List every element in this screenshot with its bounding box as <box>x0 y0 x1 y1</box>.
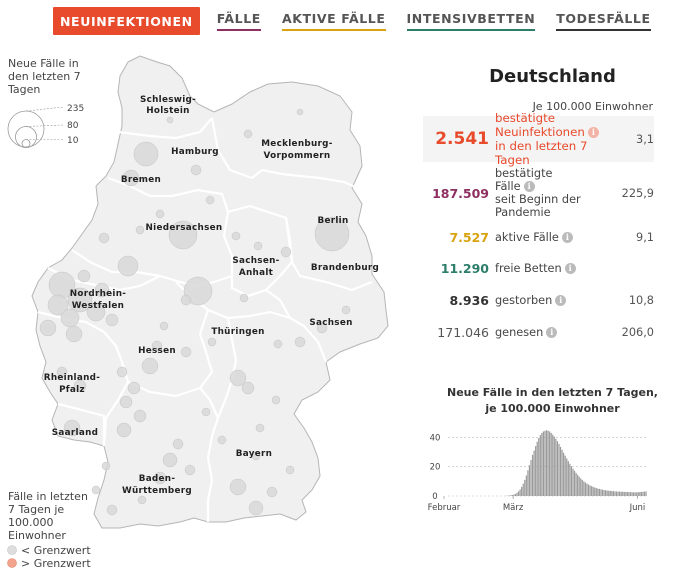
state-label-nrw-1: Nordrhein- <box>69 289 127 299</box>
mini-chart-bar <box>535 446 536 496</box>
mini-chart-bar <box>585 483 586 496</box>
mini-chart-bar <box>534 451 535 496</box>
state-label-schleswig-holstein-1: Schleswig- <box>139 95 197 105</box>
mini-chart-bar <box>577 475 578 496</box>
mini-chart-bar <box>597 489 598 496</box>
mini-chart-bars <box>506 430 647 496</box>
color-legend-title-1: Fälle in letzten <box>8 490 88 503</box>
stat-neuinfektionen <box>423 111 654 167</box>
y-tick-label: 40 <box>429 433 441 444</box>
mini-chart-bar <box>635 492 636 496</box>
stat-value: 2.541 <box>435 129 489 149</box>
mini-chart-bar <box>518 491 519 496</box>
stat-label: freie Betten i <box>495 262 614 275</box>
state-label-nrw-2: Westfalen <box>71 301 125 311</box>
mini-chart-bar <box>544 431 545 496</box>
mini-chart-bar <box>520 489 521 496</box>
mini-chart-bar <box>638 492 639 496</box>
mini-chart-bar <box>543 431 544 496</box>
tab-faelle[interactable]: FÄLLE <box>217 11 261 31</box>
mini-chart-bar <box>552 435 553 496</box>
y-tick-label: 0 <box>432 492 438 502</box>
stat-label: bestätigte Fälle i seit Beginn der Pandemie <box>495 167 581 219</box>
state-label-hessen: Hessen <box>138 346 176 356</box>
tab-todesfaelle[interactable]: TODESFÄLLE <box>556 11 650 31</box>
x-tick-label: Februar <box>427 503 461 513</box>
stat-gestorben <box>431 291 654 309</box>
mini-chart-bar <box>566 458 567 496</box>
mini-chart-bar <box>616 491 617 496</box>
mini-chart-bar <box>622 492 623 496</box>
stat-label: gestorben i <box>495 294 614 307</box>
mini-chart-bar <box>611 491 612 496</box>
mini-chart-bar <box>607 491 608 496</box>
info-icon[interactable]: i <box>555 295 566 306</box>
state-label-bremen: Bremen <box>120 175 162 185</box>
mini-chart-bar <box>645 491 646 496</box>
mini-chart-bar <box>555 439 556 496</box>
stat-aktive-faelle <box>431 228 654 246</box>
tab-intensivbetten[interactable]: INTENSIVBETTEN <box>407 11 536 31</box>
mini-chart-bar <box>540 435 541 496</box>
mini-chart-bar <box>549 431 550 496</box>
state-label-schleswig-holstein-2: Holstein <box>146 106 190 116</box>
mini-chart-bar <box>593 487 594 496</box>
stat-faelle <box>431 167 654 219</box>
mini-chart-bar <box>628 492 629 496</box>
mini-chart-bar <box>579 477 580 496</box>
info-icon[interactable]: i <box>524 181 535 192</box>
state-label-rheinland-pfalz-2: Pfalz <box>59 385 85 395</box>
stat-value: 7.527 <box>449 229 489 245</box>
tab-aktive-faelle[interactable]: AKTIVE FÄLLE <box>282 11 386 31</box>
x-tick-label: Juni <box>629 503 646 513</box>
state-label-rheinland-pfalz-1: Rheinland- <box>43 373 101 383</box>
stat-per-capita: 225,9 <box>621 186 654 200</box>
state-label-thueringen: Thüringen <box>211 327 265 337</box>
state-label-bawue-1: Baden- <box>138 474 176 484</box>
mini-chart-bar <box>523 484 524 496</box>
stat-freie-betten <box>431 259 654 277</box>
state-label-niedersachsen: Niedersachsen <box>145 223 223 233</box>
mini-chart-bar <box>515 494 516 496</box>
mini-chart-bar <box>569 464 570 496</box>
mini-chart-bar <box>532 455 533 496</box>
region-title: Deutschland <box>489 66 616 87</box>
stat-genesen <box>431 323 654 341</box>
mini-chart-bar <box>603 490 604 496</box>
mini-chart-bar <box>630 492 631 496</box>
info-icon[interactable]: i <box>562 232 573 243</box>
mini-chart-bar <box>557 441 558 496</box>
mini-chart-bar <box>625 492 626 496</box>
color-legend <box>8 490 92 570</box>
mini-chart-bar <box>565 456 566 496</box>
mini-chart-bar <box>558 444 559 496</box>
mini-chart-bar <box>627 492 628 496</box>
mini-chart-bar <box>541 433 542 496</box>
mini-chart-bar <box>605 490 606 496</box>
state-label-sachsen: Sachsen <box>309 318 353 328</box>
mini-chart-bar <box>548 431 549 496</box>
size-legend-title-1: Neue Fälle in <box>8 57 79 70</box>
below-threshold-label: < Grenzwert <box>21 544 91 557</box>
mini-chart-bar <box>571 466 572 496</box>
state-label-brandenburg: Brandenburg <box>310 263 380 273</box>
stat-label: aktive Fälle i <box>495 231 614 244</box>
mini-chart-bar <box>600 489 601 496</box>
mini-chart-bar <box>639 492 640 496</box>
size-legend-title-3: Tagen <box>8 83 41 96</box>
mini-chart-bar <box>613 491 614 496</box>
stat-value: 8.936 <box>449 292 489 308</box>
state-label-bawue-2: Württemberg <box>121 486 193 496</box>
state-label-hamburg: Hamburg <box>171 147 219 157</box>
size-legend <box>7 57 84 148</box>
stat-label: bestätigte Neuinfektionen i in den letzten 7 Tagen <box>495 111 614 167</box>
mini-chart-bar <box>527 470 528 496</box>
mini-chart-bar <box>624 492 625 496</box>
size-legend-circle-small <box>22 140 30 148</box>
mini-chart-bar <box>568 461 569 496</box>
mini-chart-bar <box>572 469 573 496</box>
info-icon[interactable]: i <box>588 127 599 138</box>
mini-chart-bar <box>537 442 538 496</box>
mini-chart-bar <box>591 486 592 496</box>
mini-chart-bar <box>608 491 609 496</box>
stat-per-capita: 10,8 <box>628 293 654 307</box>
mini-chart-bar <box>588 485 589 496</box>
state-label-saarland: Saarland <box>51 428 99 438</box>
mini-chart-bar <box>619 492 620 496</box>
mini-chart-bar <box>589 485 590 496</box>
mini-chart-bar <box>621 492 622 496</box>
mini-chart-bar <box>602 490 603 496</box>
info-icon[interactable]: i <box>565 263 576 274</box>
per-capita-header: Je 100.000 Einwohner <box>532 100 653 113</box>
mini-chart-bar <box>594 487 595 496</box>
size-legend-circle-large <box>8 111 44 147</box>
state-label-mecklenburg-1: Mecklenburg- <box>261 139 333 149</box>
stat-value: 187.509 <box>432 185 489 201</box>
mini-chart-bar <box>560 447 561 496</box>
mini-chart-bar <box>642 492 643 496</box>
mini-chart-bar <box>575 473 576 496</box>
mini-chart-bar <box>631 492 632 496</box>
mini-chart-bar <box>614 491 615 496</box>
info-icon[interactable]: i <box>546 327 557 338</box>
stat-value: 11.290 <box>440 260 489 276</box>
stat-per-capita: 9,1 <box>636 230 654 244</box>
tab-neuinfektionen[interactable]: NEUINFEKTIONEN <box>53 7 200 35</box>
mini-chart-bar <box>574 471 575 496</box>
mini-chart-bar <box>610 491 611 496</box>
size-legend-circle-medium <box>16 127 37 148</box>
mini-chart-axis <box>428 433 646 513</box>
size-legend-label-80: 80 <box>67 121 79 131</box>
mini-chart-bar <box>583 481 584 496</box>
color-legend-title-2: 7 Tagen je <box>8 503 65 516</box>
mini-chart-bar <box>554 437 555 496</box>
y-tick-label: 20 <box>429 462 441 473</box>
state-label-mecklenburg-2: Vorpommern <box>263 151 331 161</box>
size-legend-title-2: den letzten 7 <box>8 70 81 83</box>
stat-value: 171.046 <box>437 324 489 340</box>
mini-chart-title: Neue Fälle in den letzten 7 Tagen, je 100.000 Einwohner <box>447 386 658 415</box>
mini-chart-bar <box>633 492 634 496</box>
below-threshold-swatch <box>8 546 17 555</box>
mini-chart-bar <box>644 492 645 496</box>
mini-chart-bar <box>599 489 600 496</box>
mini-chart-bar <box>512 495 513 496</box>
above-threshold-label: > Grenzwert <box>21 557 91 570</box>
color-legend-title-4: Einwohner <box>8 529 66 542</box>
mini-chart-bar <box>529 465 530 496</box>
mini-chart-bar <box>586 484 587 496</box>
mini-chart-bar <box>546 430 547 496</box>
state-label-sachsen-anhalt-1: Sachsen- <box>232 256 280 266</box>
mini-chart-bar <box>516 493 517 496</box>
mini-chart-bar <box>526 475 527 496</box>
size-legend-label-235: 235 <box>67 104 85 114</box>
stat-label: genesen i <box>495 326 614 339</box>
mini-chart-bar <box>530 460 531 496</box>
x-tick-label: März <box>502 503 524 513</box>
mini-chart-bar <box>582 480 583 496</box>
mini-chart-bar <box>521 487 522 496</box>
mini-chart-bar <box>641 492 642 496</box>
above-threshold-swatch <box>8 559 17 568</box>
state-label-bayern: Bayern <box>235 449 273 459</box>
mini-chart-bar <box>551 433 552 496</box>
mini-chart <box>425 420 695 525</box>
mini-chart-bar <box>596 488 597 496</box>
size-legend-label-10: 10 <box>67 136 79 146</box>
mini-chart-bar <box>524 480 525 496</box>
stat-per-capita: 206,0 <box>621 325 654 339</box>
mini-chart-bar <box>636 492 637 496</box>
mini-chart-bar <box>513 495 514 496</box>
mini-chart-bar <box>563 453 564 496</box>
mini-chart-bar <box>617 492 618 496</box>
mini-chart-bar <box>510 495 511 496</box>
stat-per-capita: 3,1 <box>636 132 654 146</box>
mini-chart-bar <box>538 438 539 496</box>
mini-chart-bar <box>580 478 581 496</box>
state-label-berlin: Berlin <box>317 216 349 226</box>
state-label-sachsen-anhalt-2: Anhalt <box>238 268 274 278</box>
color-legend-title-3: 100.000 <box>8 516 54 529</box>
mini-chart-bar <box>561 450 562 496</box>
